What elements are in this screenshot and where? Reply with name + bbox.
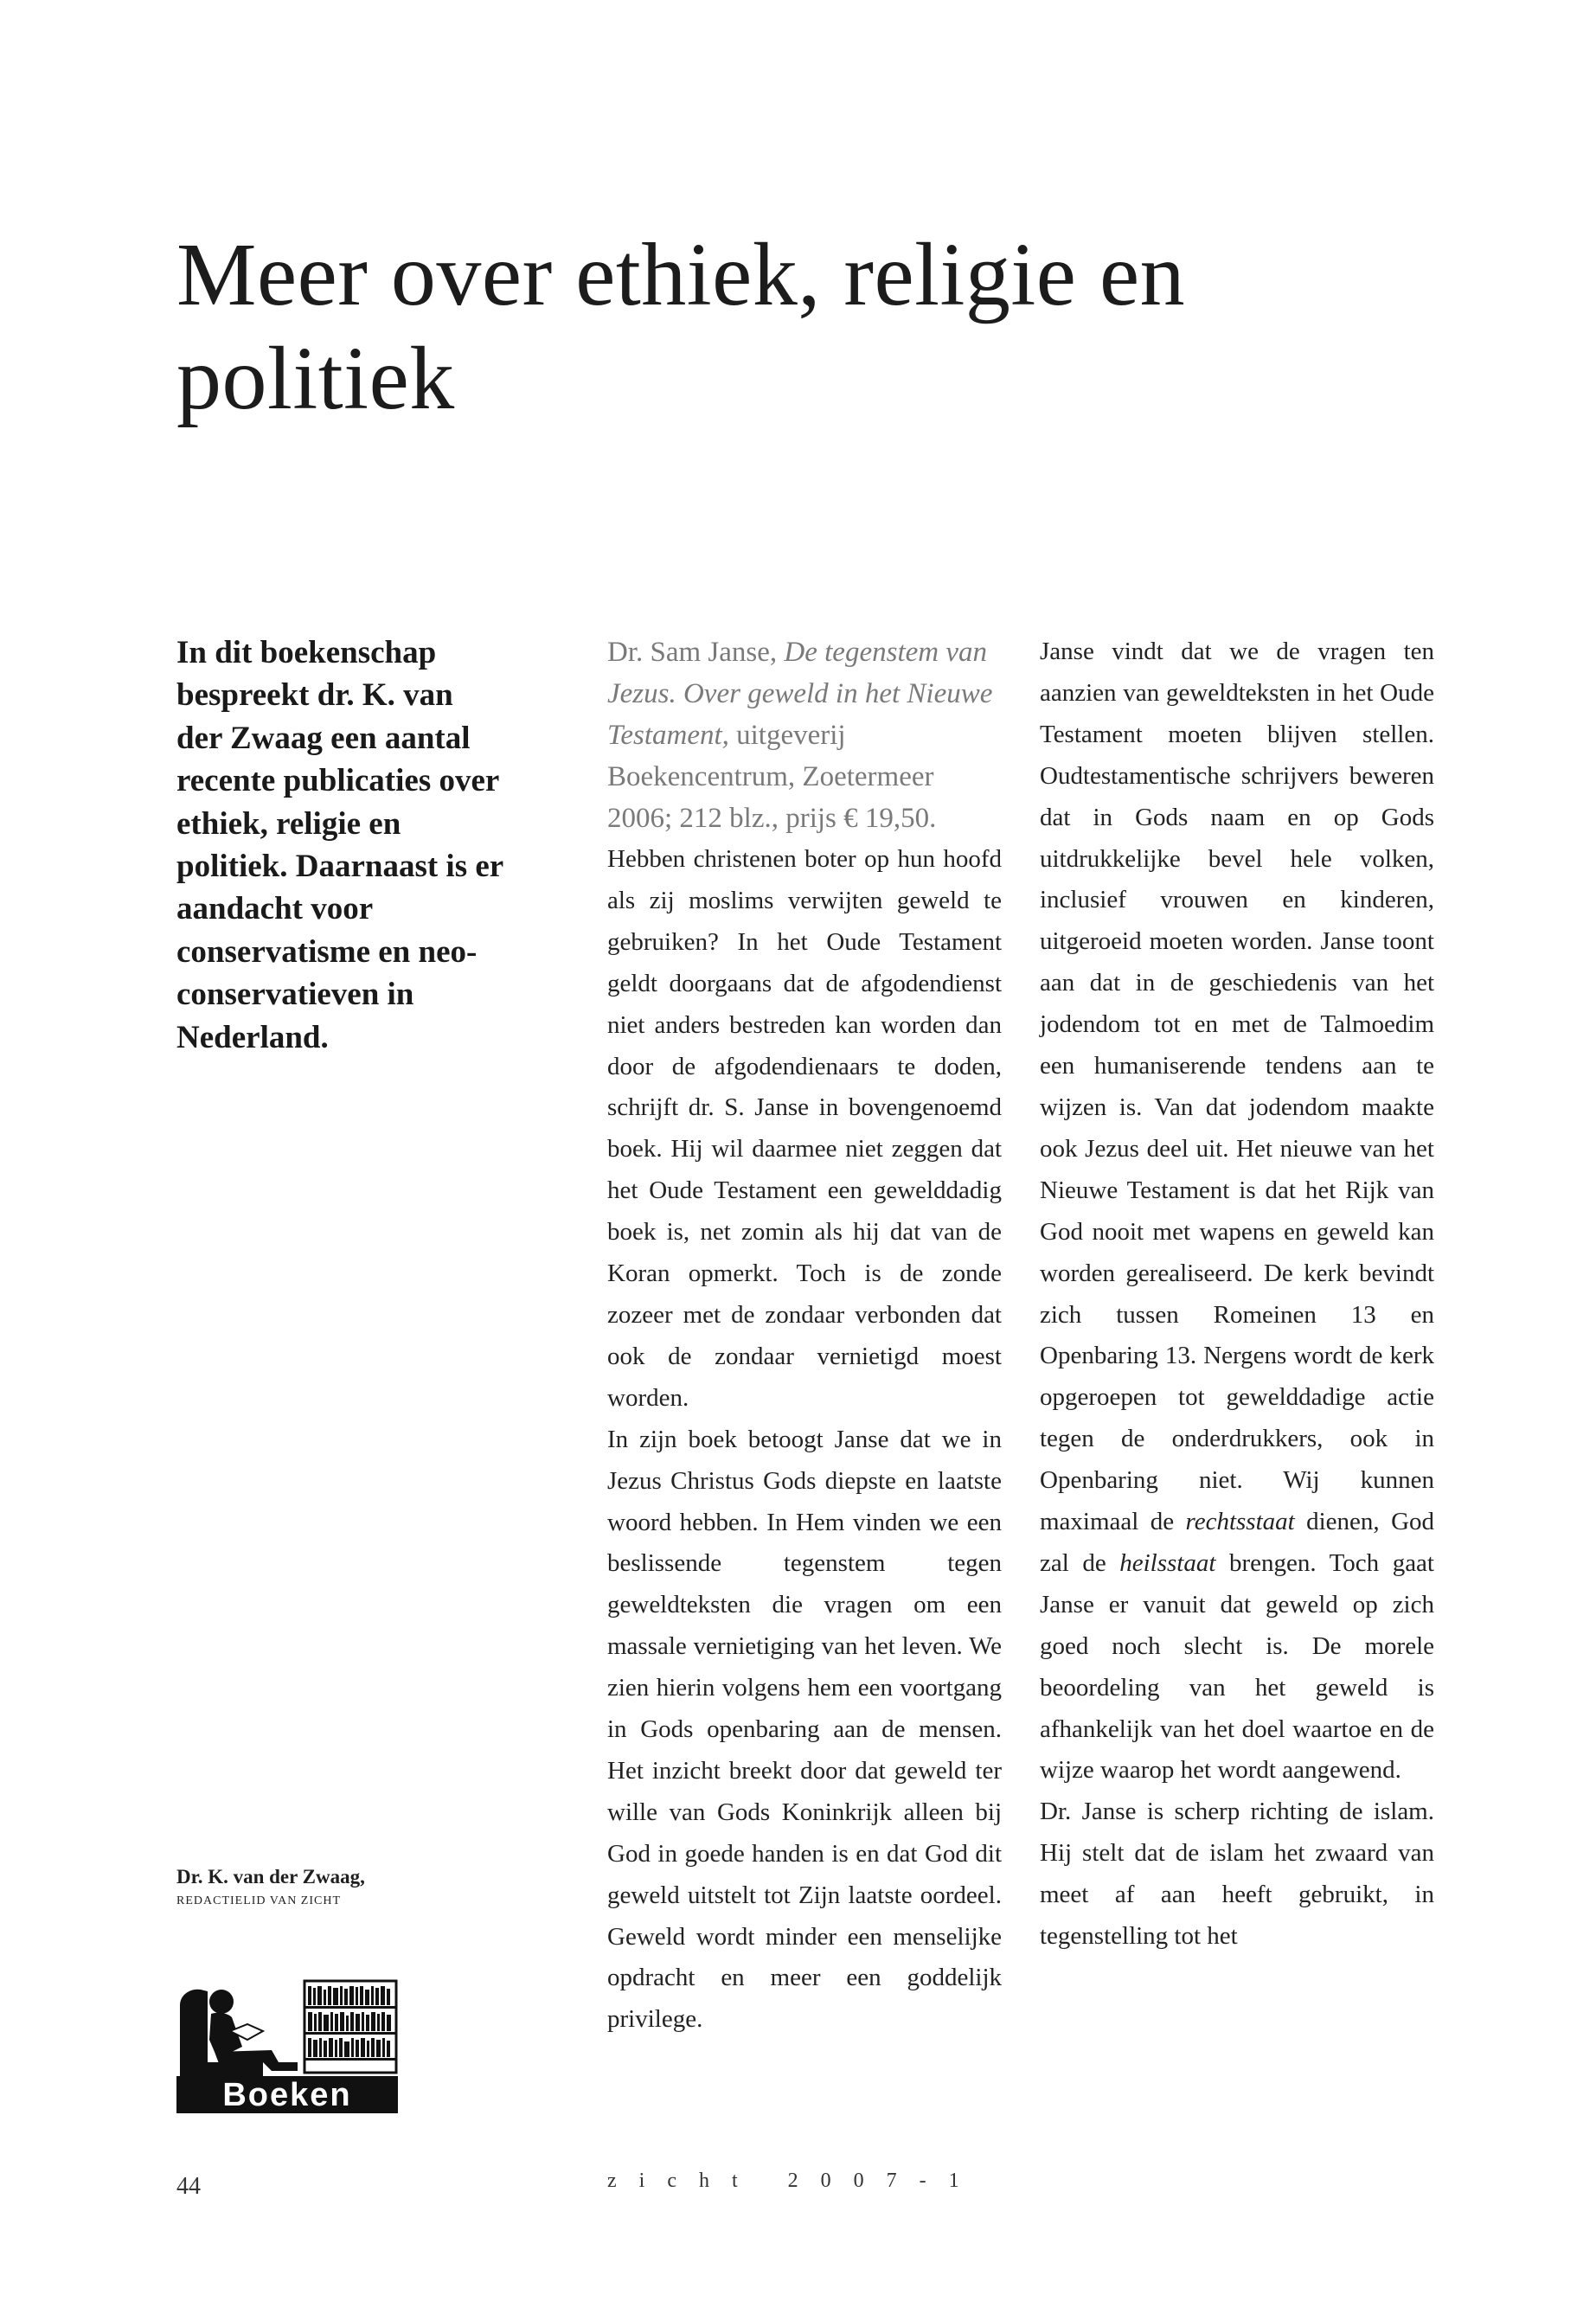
author-block [176, 1864, 488, 1913]
page-title: Meer over ethiek, religie en politiek [176, 225, 1186, 428]
paragraph-1: Hebben christenen boter op hun hoofd als zij moslims verwijten geweld te gebruiken? In het Oude Testament geldt doorgaans dat de afgodendienst niet anders bestreden kan worden dan door de afgodendienaars te doden, schrijft dr. S. Janse in bovengenoemd boek. Hij wil daarmee niet zeggen dat het Oude Testament een gewelddadig boek is, net zomin als hij dat van de Koran opmerkt. Toch is de zonde zozeer met de zondaar verbonden dat ook de zondaar vernietigd moest worden. [607, 845, 1002, 1412]
book-publisher: uitgeverij Boekencentrum, Zoetermeer 2006; 212 blz., prijs € 19,50. [607, 720, 937, 834]
logo-label: Boeken [222, 2077, 352, 2113]
book-author: Dr. Sam Janse, [607, 637, 778, 668]
author-role: REDACTIELID VAN ZICHT [176, 1894, 342, 1907]
author-name: Dr. K. van der Zwaag, [176, 1866, 365, 1888]
paragraph-3 [1040, 631, 1434, 1791]
magazine-footer: zicht 2007-1 [607, 2170, 982, 2192]
emphasis-heilsstaat: heilsstaat [1119, 1548, 1216, 1577]
paragraph-3-text: Janse vindt dat we de vragen ten aanzien van geweldteksten in het Oude Testament moeten blijven stellen. Oudtestamentische schrijvers beweren dat in Gods naam en op Gods uitdrukkelijke bevel hele volken, inclusief vrouwen en kinderen, uitgeroeid moeten worden. Janse toont aan dat in de geschiedenis van het jodendom tot en met de Talmoedim een humaniserende tendens aan te wijzen is. Van dat jodendom maakte ook Jezus deel uit. Het nieuwe van het Nieuwe Testament is dat het Rijk van God nooit met wapens en geweld kan worden gerealiseerd. De kerk bevindt zich tussen Romeinen 13 en Openbaring 13. Nergens wordt de kerk opgeroepen tot gewelddadige actie tegen de onderdrukkers, ook in Openbaring niet. Wij kunnen maximaal de [1040, 638, 1434, 1536]
paragraph-2: In zijn boek betoogt Janse dat we in Jezus Christus Gods diepste en laatste woord hebben. In Hem vinden we een beslissende tegenstem tegen geweldteksten die vragen om een massale vernietiging van het leven. We zien hierin volgens hem een voortgang in Gods openbaring aan de mensen. Het inzicht breekt door dat geweld ter wille van Gods Koninkrijk alleen bij God in goede handen is en dat God dit geweld uitstelt tot Zijn laatste oordeel. Geweld wordt minder een menselijke opdracht en meer een goddelijk privilege. [607, 1425, 1002, 2034]
boeken-logo [176, 1979, 398, 2113]
page-number: 44 [176, 2173, 201, 2200]
book-title: De tegenstem van Jezus. Over geweld in het Nieuwe Testament, [607, 637, 993, 751]
column-right [1040, 631, 1434, 1958]
paragraph-4: Dr. Janse is scherp richting de islam. Hij stelt dat de islam het zwaard van meet af aan heeft gebruikt, in tegenstelling tot het [1040, 1798, 1434, 1951]
paragraph-3-mid: dienen, God zal de [1040, 1508, 1435, 1577]
book-reference [607, 631, 1002, 839]
emphasis-rechtsstaat: rechtsstaat [1185, 1508, 1295, 1536]
column-middle [607, 631, 1002, 2041]
paragraph-3-end: brengen. Toch gaat Janse er vanuit dat geweld op zich goed noch slecht is. De morele beoordeling van het geweld is afhankelijk van het doel waartoe en de wijze waarop het wordt aangewend. [1040, 1548, 1434, 1785]
lead-intro: In dit boekenschap bespreekt dr. K. van der Zwaag een aantal recente publicaties over ethiek, religie en politiek. Daarnaast is er aandacht voor conservatisme en neo-conservatieven in Nederland. [176, 635, 503, 1055]
